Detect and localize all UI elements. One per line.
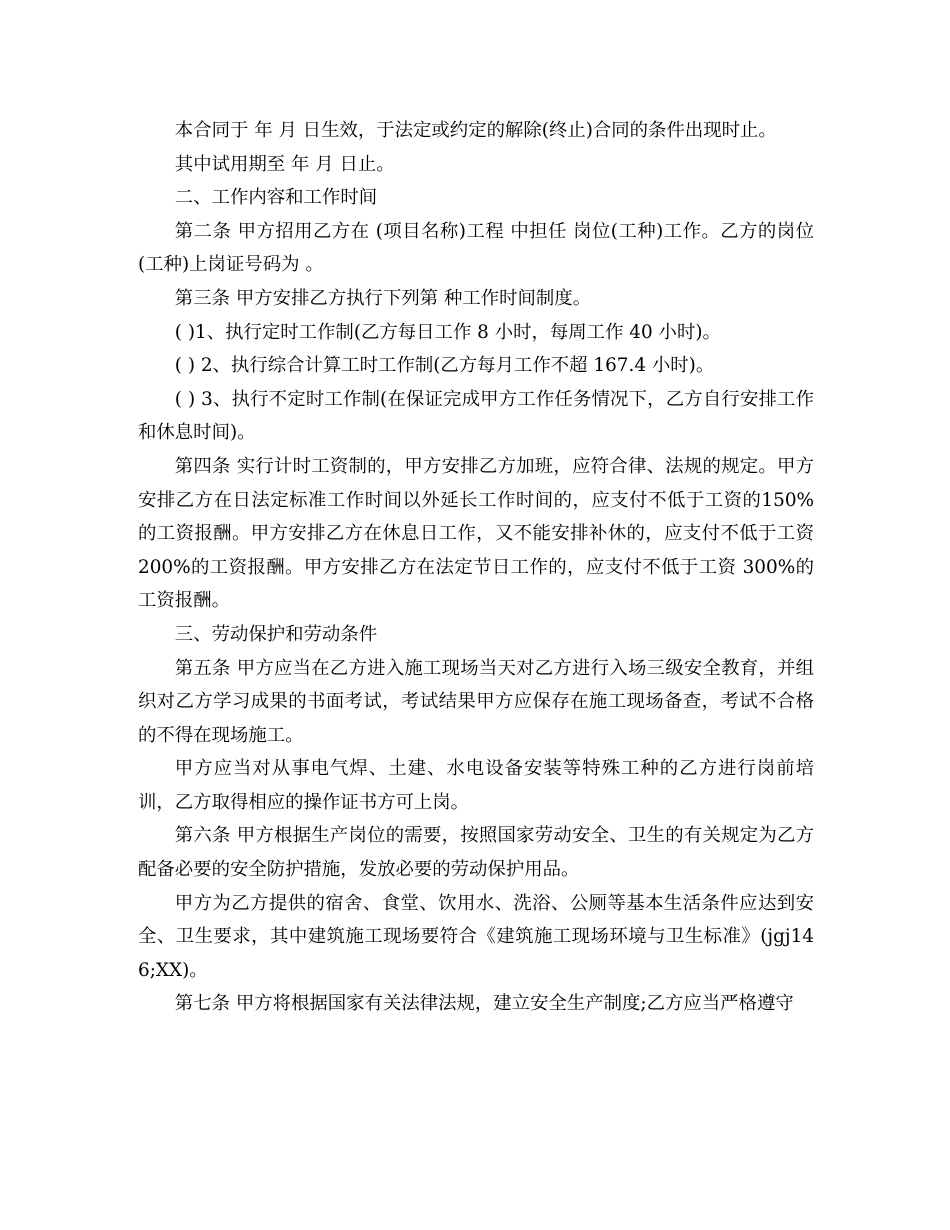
paragraph-effective-date: 本合同于 年 月 日生效，于法定或约定的解除(终止)合同的条件出现时止。 <box>174 120 777 141</box>
paragraph-article-2: 第二条 甲方招用乙方在 (项目名称)工程 中担任 岗位(工种)工作。乙方的岗位(工种)上岗证号码为 。 <box>138 220 814 276</box>
paragraph-article-4: 第四条 实行计时工资制的，甲方安排乙方加班，应符合律、法规的规定。甲方安排乙方在日法定标准工作时间以外延长工作时间的，应支付不低于工资的150%的工资报酬。甲方安排乙方在休息日工作，又不能安排补休的，应支付不低于工资 200%的工资报酬。甲方安排乙方在法定节日工作的，应支付不低于工资 300%的工资报酬。 <box>138 455 814 612</box>
paragraph-option-3: ( ) 3、执行不定时工作制(在保证完成甲方工作任务情况下，乙方自行安排工作和休息时间)。 <box>138 388 814 444</box>
document-body <box>138 114 814 1021</box>
paragraph-article-7: 第七条 甲方将根据国家有关法律法规，建立安全生产制度;乙方应当严格遵守 <box>174 993 794 1015</box>
paragraph-training: 甲方应当对从事电气焊、土建、水电设备安装等特殊工种的乙方进行岗前培训，乙方取得相应的操作证书方可上岗。 <box>138 758 814 813</box>
paragraph-article-3: 第三条 甲方安排乙方执行下列第 种工作时间制度。 <box>174 287 592 309</box>
paragraph-option-2: ( ) 2、执行综合计算工时工作制(乙方每月工作不超 167.4 小时)。 <box>174 355 715 377</box>
paragraph-option-1: ( )1、执行定时工作制(乙方每日工作 8 小时，每周工作 40 小时)。 <box>174 321 721 343</box>
paragraph-article-6: 第六条 甲方根据生产岗位的需要，按照国家劳动安全、卫生的有关规定为乙方配备必要的安全防护措施，发放必要的劳动保护用品。 <box>138 825 814 881</box>
paragraph-living-conditions: 甲方为乙方提供的宿舍、食堂、饮用水、洗浴、公厕等基本生活条件应达到安全、卫生要求，其中建筑施工现场要符合《建筑施工现场环境与卫生标准》(jgj146;XX)。 <box>138 892 814 981</box>
section-heading-work: 二、工作内容和工作时间 <box>174 187 378 209</box>
paragraph-article-5: 第五条 甲方应当在乙方进入施工现场当天对乙方进行入场三级安全教育，并组织对乙方学习成果的书面考试，考试结果甲方应保存在施工现场备查，考试不合格的不得在现场施工。 <box>138 657 814 746</box>
paragraph-probation: 其中试用期至 年 月 日止。 <box>174 153 395 175</box>
section-heading-protection: 三、劳动保护和劳动条件 <box>174 623 378 645</box>
